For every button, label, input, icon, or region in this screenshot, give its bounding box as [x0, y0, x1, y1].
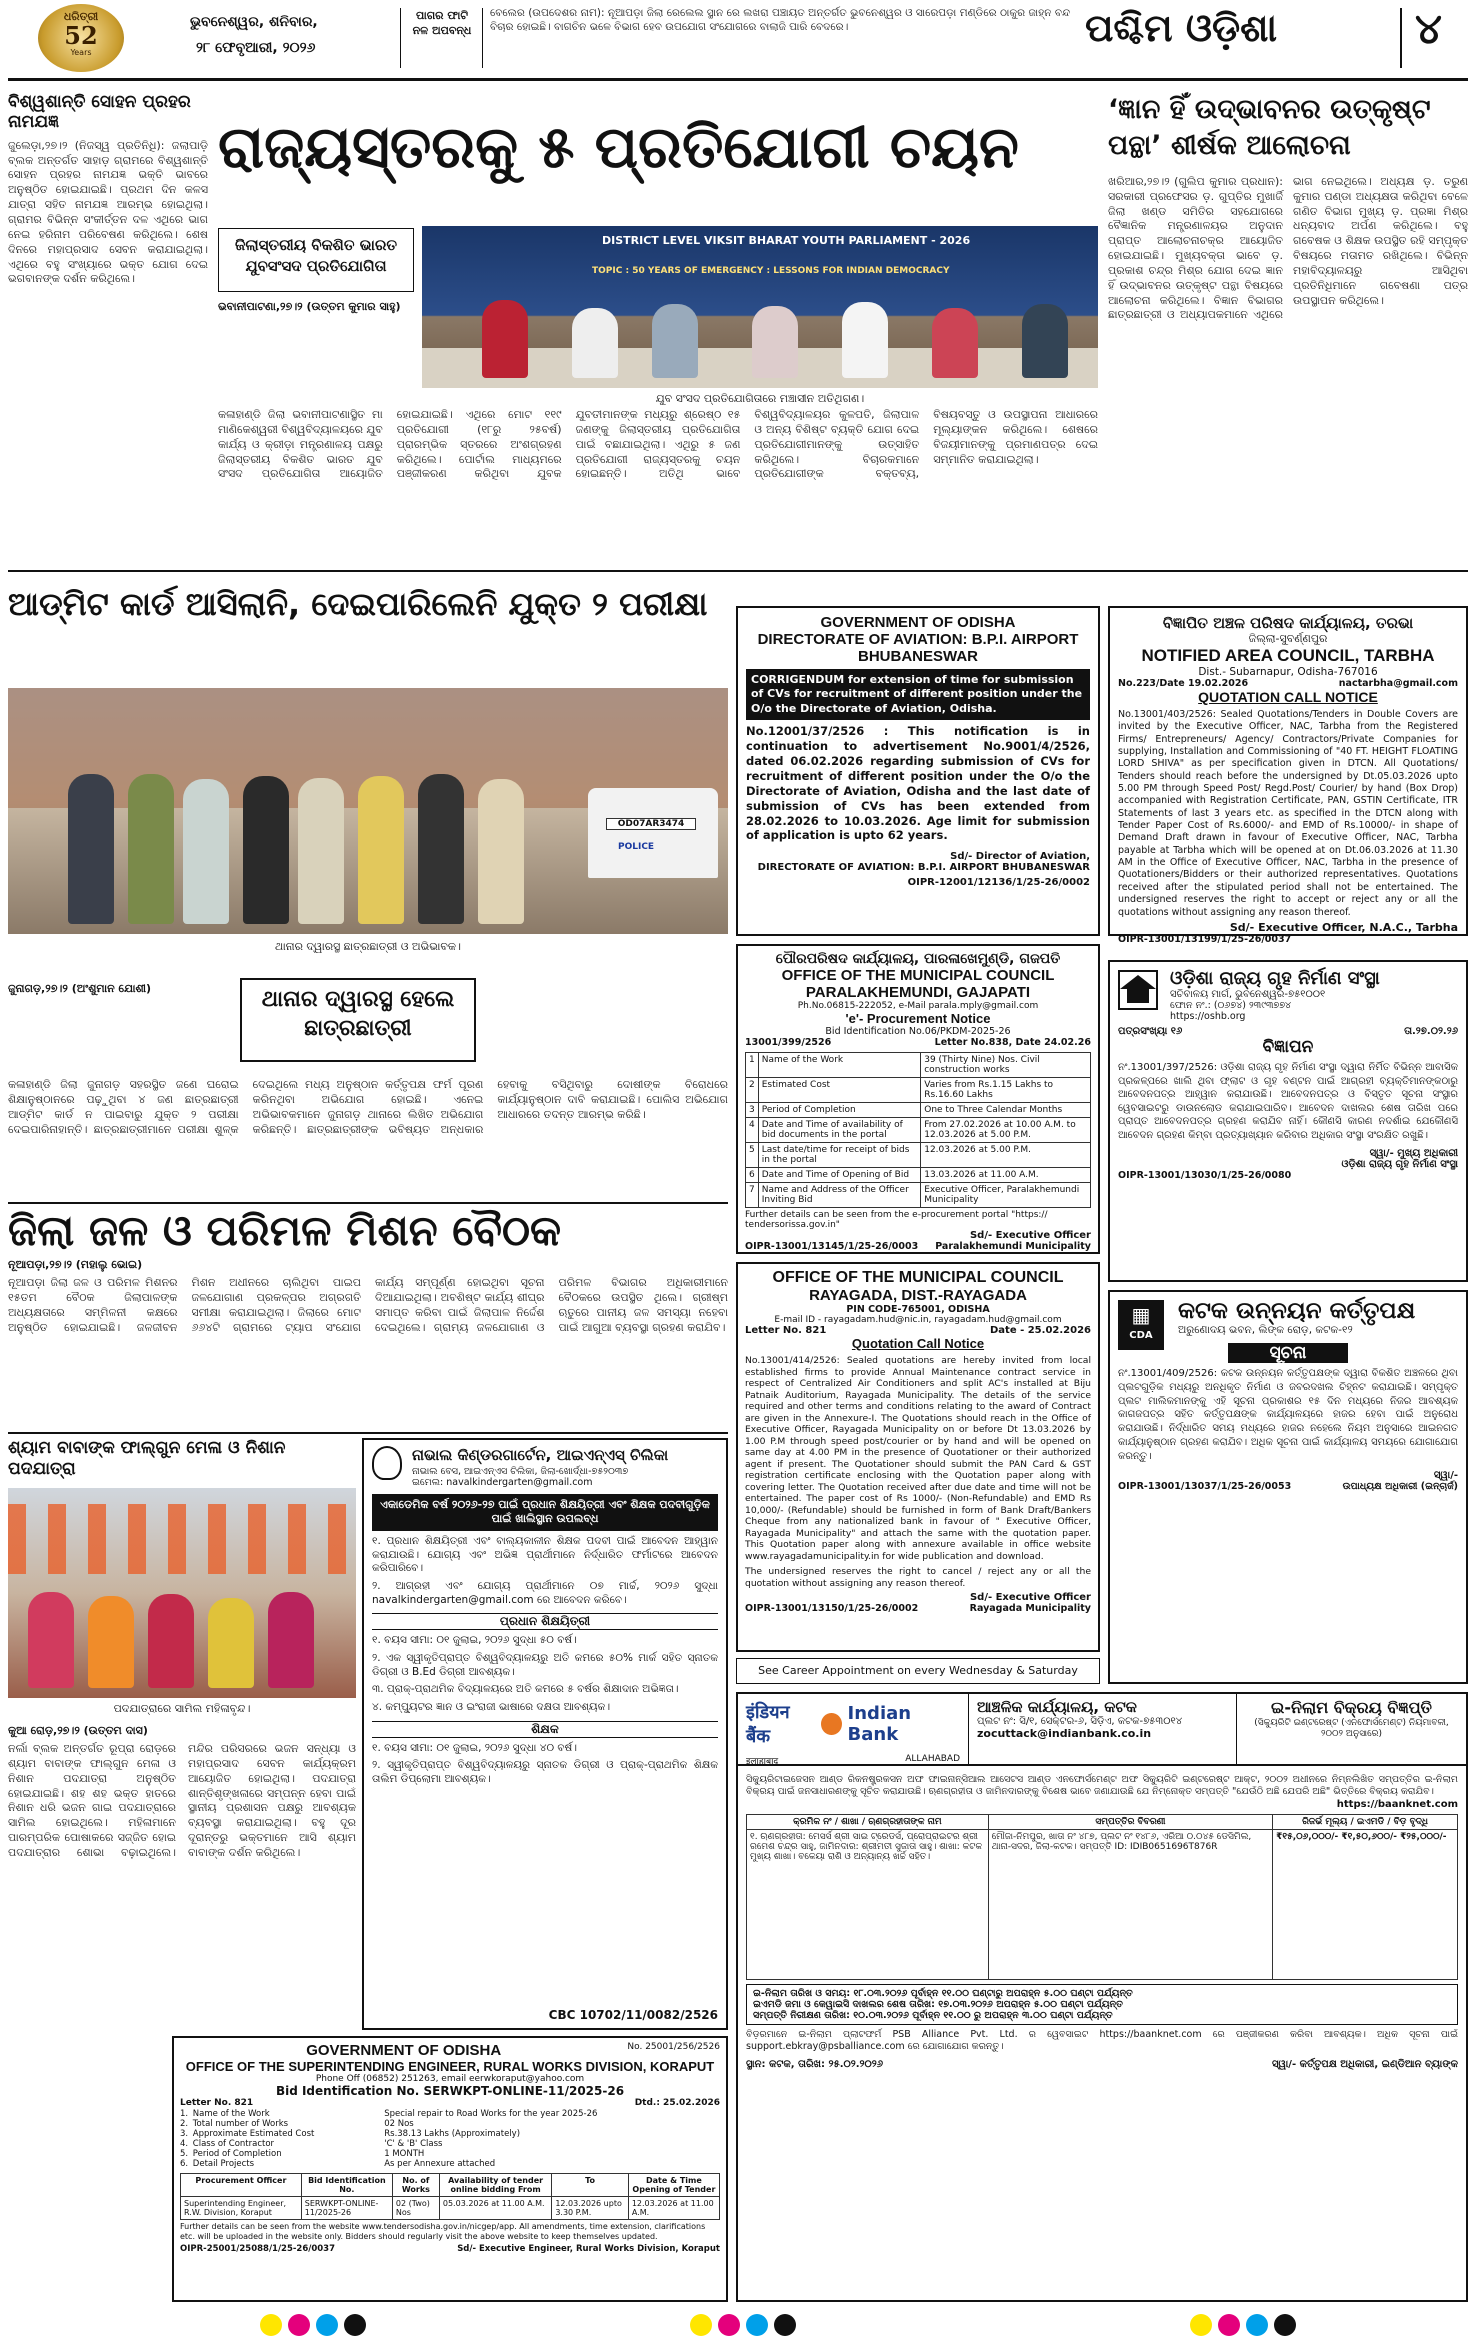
ad-email: nactarbha@gmail.com [1338, 678, 1458, 689]
housing-board-ad [1108, 960, 1468, 1282]
ad-date: Date - 25.02.2026 [990, 1325, 1091, 1336]
naval-kindergarten-ad [362, 1438, 728, 2030]
badge-years: Years [70, 48, 92, 57]
story-byline: ଜୁନାଗଡ଼,୨୭।୨ (ଅଂଶୁମାନ ଯୋଶୀ) [8, 982, 152, 995]
table-row: 7 Name and Address of the Officer Inviting Bid Executive Officer, Paralakhemundi Municipality [746, 1183, 1091, 1208]
event-banner-sub: TOPIC : 50 YEARS OF EMERGENCY : LESSONS FOR INDIAN DEMOCRACY [592, 266, 950, 276]
ad-body-2: The undersigned reserves the right to cancel / reject any or all the quotation without assigning any reason thereof. [745, 1566, 1091, 1589]
ad-title: OFFICE OF THE MUNICIPAL COUNCIL [781, 967, 1055, 984]
ad-body: ନଂ.13001/397/2526: ଓଡ଼ିଶା ରାଜ୍ୟ ଗୃହ ନିର୍ମାଣ ସଂସ୍ଥା ଦ୍ୱାରା ନିର୍ମିତ ବିଭିନ୍ନ ଆବାସିକ ପ୍ରକଳ୍ପରେ ଖାଲି ଥିବା ଫ୍ଲାଟ ଓ ଗୃହ ବଣ୍ଟନ ପାଇଁ ଆଗ୍ରହୀ ବ୍ୟକ୍ତିମାନଙ୍କଠାରୁ ଆବେଦନପତ୍ର ଆହ୍ୱାନ କରାଯାଉଛି। ଆବେଦନପତ୍ର ଓ ବିସ୍ତୃତ ସୂଚନା ସଂସ୍ଥାର ୱେବସାଇଟରୁ ଡାଉନଲୋଡ କରାଯାଇପାରିବ। ଆବେଦନ ଦାଖଲର ଶେଷ ତାରିଖ ପରେ ପ୍ରାପ୍ତ ଆବେଦନପତ୍ର ଗ୍ରହଣ କରାଯିବ ନାହିଁ। କୌଣସି କାରଣ ନଦର୍ଶାଇ ଯେକୌଣସି ଆବେଦନ ଗ୍ରହଣ କିମ୍ବା ପ୍ରତ୍ୟାଖ୍ୟାନ କରିବାର ଅଧିକାର ସଂସ୍ଥା ସଂରକ୍ଷିତ ରଖୁଛି। [1118, 1062, 1458, 1141]
badge-number: 52 [64, 21, 98, 50]
ad-date: ତା.୨୭.୦୨.୨୬ [1404, 1026, 1458, 1037]
bank-header [738, 1694, 1466, 1766]
ad-oipr: OIPR-25001/25088/1/25-26/0037 [180, 2244, 336, 2254]
admit-card-headline: ଆଡ୍‌ମିଟ କାର୍ଡ ଆସିଲାନି, ଦେଇପାରିଲେନି ଯୁକ୍ତ ୨ ପରୀକ୍ଷା [8, 585, 708, 623]
lead-headline: ରାଜ୍ୟସ୍ତରକୁ ୫ ପ୍ରତିଯୋଗୀ ଚୟନ [218, 113, 1019, 181]
story-body: କଳାହାଣ୍ଡି ଜିଲା ଭବାନୀପାଟଣାସ୍ଥିତ ମା ମାଣିକେଶ୍ୱରୀ ବିଶ୍ୱବିଦ୍ୟାଳୟରେ ଯୁବ କାର୍ଯ୍ୟ ଓ କ୍ରୀଡ଼ା ମନ୍ତ୍ରଣାଳୟ ପକ୍ଷରୁ ଜିଲାସ୍ତରୀୟ ବିକଶିତ ଭାରତ ଯୁବ ସଂସଦ ପ୍ରତିଯୋଗିତା ଆୟୋଜିତ ହୋଇଯାଇଛି। ଏଥିରେ ମୋଟ ୧୧୯ ପ୍ରତିଯୋଗୀ (୧୮ରୁ ୨୫ବର୍ଷ) ପ୍ରାରମ୍ଭିକ ସ୍ତରରେ ଅଂଶଗ୍ରହଣ କରିଥିଲେ। ପୋର୍ଟାଲ ମାଧ୍ୟମରେ ପଞ୍ଜୀକରଣ କରିଥିବା ଯୁବକ ଯୁବତୀମାନଙ୍କ ମଧ୍ୟରୁ ଶ୍ରେଷ୍ଠ ୧୫ ଜଣଙ୍କୁ ଜିଲାସ୍ତରୀୟ ପ୍ରତିଯୋଗିତା ପାଇଁ ବଛାଯାଇଥିଲା। ଏଥିରୁ ୫ ଜଣ ପ୍ରତିଯୋଗୀ ରାଜ୍ୟସ୍ତରକୁ ଚୟନ ହୋଇଛନ୍ତି। ଅତିଥି ଭାବେ ବିଶ୍ୱବିଦ୍ୟାଳୟର କୁଳପତି, ଜିଲାପାଳ ଓ ଅନ୍ୟ ବିଶିଷ୍ଟ ବ୍ୟକ୍ତି ଯୋଗ ଦେଇ ପ୍ରତିଯୋଗୀମାନଙ୍କୁ ଉତ୍ସାହିତ କରିଥିଲେ। ବିଚାରକମାନେ ପ୍ରତିଯୋଗୀଙ୍କ ବକ୍ତବ୍ୟ, ବିଷୟବସ୍ତୁ ଓ ଉପସ୍ଥାପନା ଆଧାରରେ ମୂଲ୍ୟାଙ୍କନ କରିଥିଲେ। ଶେଷରେ ବିଜୟୀମାନଙ୍କୁ ପ୍ରମାଣପତ୍ର ଦେଇ ସମ୍ମାନିତ କରାଯାଇଥିଲା। [218, 408, 1098, 481]
ad-sign: Sd/- Executive Engineer, Rural Works Division, Koraput [457, 2244, 720, 2254]
table-row: 5. Period of Completion 1 MONTH [180, 2149, 425, 2159]
table-row: 5 Last date/time for receipt of bids in the portal 12.03.2026 at 5.00 P.M. [746, 1143, 1091, 1168]
police-jeep [588, 788, 718, 878]
photo-caption: ପଦଯାତ୍ରାରେ ସାମିଲ ମହିଳାବୃନ୍ଦ। [113, 1702, 251, 1715]
ad-sign2: ଓଡ଼ିଶା ରାଜ୍ୟ ଗୃହ ନିର୍ମାଣ ସଂସ୍ଥା [1341, 1159, 1458, 1170]
cbc-code: CBC 10702/11/0082/2526 [548, 2008, 718, 2022]
career-note: See Career Appointment on every Wednesday & Saturday [736, 1658, 1100, 1684]
story-body: କଳାହାଣ୍ଡି ଜିଲା ଜୁନାଗଡ଼ ସହରସ୍ଥିତ ଜଣେ ଘରୋଇ ଶିକ୍ଷାନୁଷ୍ଠାନରେ ପଢ଼ୁଥିବା ୪ ଜଣ ଛାତ୍ରଛାତ୍ରୀ ଆଡ୍‌ମିଟ କାର୍ଡ ନ ପାଇବାରୁ ଯୁକ୍ତ ୨ ପରୀକ୍ଷା ଦେଇପାରିନାହାନ୍ତି। ଛାତ୍ରଛାତ୍ରୀମାନେ ପରୀକ୍ଷା ଶୁଳ୍କ ଦେଇଥିଲେ ମଧ୍ୟ ଅନୁଷ୍ଠାନ କର୍ତ୍ତୃପକ୍ଷ ଫର୍ମ ପୂରଣ କରିନଥିବା ଅଭିଯୋଗ ହୋଇଛି। ଏନେଇ ଅଭିଭାବକମାନେ ଜୁନାଗଡ଼ ଥାନାରେ ଲିଖିତ ଅଭିଯୋଗ କରିଛନ୍ତି। ଛାତ୍ରଛାତ୍ରୀଙ୍କ ଭବିଷ୍ୟତ ଅନ୍ଧକାର ହେବାକୁ ବସିଥିବାରୁ ଦୋଷୀଙ୍କ ବିରୋଧରେ କାର୍ଯ୍ୟାନୁଷ୍ଠାନ ଦାବି କରାଯାଇଛି। ପୋଲିସ ଅଭିଯୋଗ ଆଧାରରେ ତଦନ୍ତ ଆରମ୍ଭ କରିଛି। [8, 1078, 728, 1136]
register-cyan [316, 2314, 338, 2336]
ad-title-2: PARALAKHEMUNDI, GAJAPATI [805, 984, 1031, 1001]
ad-notice: 'e'- Procurement Notice [845, 1011, 991, 1026]
ad-title: କଟକ ଉନ୍ନୟନ କର୍ତ୍ତୃପକ୍ଷ [1178, 1298, 1416, 1324]
ad-title: NOTIFIED AREA COUNCIL, TARBHA [1141, 646, 1435, 665]
vacancy-banner: ଏକାଡେମିକ ବର୍ଷ ୨୦୨୬-୨୭ ପାଇଁ ପ୍ରଧାନ ଶିକ୍ଷୟିତ୍ରୀ ଏବଂ ଶିକ୍ଷକ ପଦବୀଗୁଡ଼ିକ ପାଇଁ ଖାଲିସ୍ଥାନ ଉପଲବ୍ଧ [372, 1494, 718, 1532]
allahabad-hi: इलाहाबाद [746, 1757, 779, 1767]
ad-pin: PIN CODE-765001, ODISHA [846, 1304, 990, 1315]
ad-sign2: Paralakhemundi Municipality [935, 1241, 1091, 1252]
procurement-table [745, 1052, 1091, 1208]
register-black [344, 2314, 366, 2336]
flag-row [8, 1504, 356, 1574]
table-row: 2. Total number of Works 02 Nos [180, 2119, 414, 2129]
story-headline: ‘ଜ୍ଞାନ ହିଁ ଉଦ୍ଭାବନର ଉତ୍କୃଷ୍ଟ ପନ୍ଥା’ ଶୀର୍ଷକ ଆଲୋଚନା [1108, 94, 1431, 162]
ad-apply: ୨. ଆଗ୍ରହୀ ଏବଂ ଯୋଗ୍ୟ ପ୍ରାର୍ଥୀମାନେ ୦୭ ମାର୍ଚ୍ଚ, ୨୦୨୬ ସୁଦ୍ଧା navalkindergarten@gmail.com ରେ ଆବେଦନ କରିବେ। [372, 1580, 718, 1606]
table-header: Procurement Officer Bid Identification No. No. of Works Availability of tender online bidding From To Date & Time Opening of Tender [181, 2174, 720, 2197]
ad-notice: ସୂଚନା [1228, 1343, 1348, 1363]
table-row: ୧. ଋଣଗ୍ରହୀତା: ମେସର୍ସ ଶ୍ରୀ ସାଇ ଟ୍ରେଡର୍ସ, ପ୍ରୋପ୍ରାଇଟର ଶ୍ରୀ ରମେଶ ଚନ୍ଦ୍ର ସାହୁ, ଜାମିନଦାର: ଶ୍ରୀମତୀ ସୁଜାତା ସାହୁ। ଶାଖା: କଟକ ମୁଖ୍ୟ ଶାଖା। ବକେୟା ରାଶି ଓ ଅନ୍ୟାନ୍ୟ ଖର୍ଚ୍ଚ ସହିତ। ମୌଜା-ନିମପୁର, ଖାତା ନଂ ୪୮୭, ପ୍ଲଟ ନଂ ୧୪୮୬, ଏରିଆ ୦.୦୪୫ ଡେସିମିଲ, ଥାନା-ସଦର, ଜିଲା-କଟକ। ସମ୍ପତ୍ତି ID: IDIB0651696T876R ₹୧୫,୦୬,୦୦୦/- ₹୧,୫୦,୬୦୦/- ₹୨୫,୦୦୦/- [747, 1829, 1458, 1979]
ad-sign1: ସ୍ୱା/- [1433, 1469, 1458, 1481]
headmistress-criteria: ୧. ବୟସ ସୀମା: ୦୧ ଜୁଲାଇ, ୨୦୨୬ ସୁଦ୍ଧା ୫୦ ବର୍ଷ। ୨. ଏକ ସ୍ୱୀକୃତିପ୍ରାପ୍ତ ବିଶ୍ୱବିଦ୍ୟାଳୟରୁ ଅତି କମରେ ୫୦% ମାର୍କ ସହିତ ସ୍ନାତକ ଡିଗ୍ରୀ ଓ B.Ed ଡିଗ୍ରୀ ଆବଶ୍ୟକ। ୩. ପ୍ରାକ୍-ପ୍ରାଥମିକ ବିଦ୍ୟାଳୟରେ ଅତି କମରେ ୫ ବର୍ଷର ଶିକ୍ଷାଦାନ ଅଭିଜ୍ଞତା। ୪. କମ୍ପ୍ୟୁଟର ଜ୍ଞାନ ଓ ଇଂରାଜୀ ଭାଷାରେ ଦକ୍ଷତା ଆବଶ୍ୟକ। [372, 1634, 718, 1713]
ad-phone: ଫୋନ ନଂ.: (୦୬୭୪) ୨୩୯୩୭୭୪ [1170, 1000, 1292, 1011]
register-yellow [260, 2314, 282, 2336]
ad-notice: ବିଜ୍ଞାପନ [1262, 1037, 1314, 1057]
aviation-ad [736, 606, 1100, 936]
police-label: POLICE [618, 842, 655, 852]
table-row: 1. Name of the Work Special repair to Road Works for the year 2025-26 [180, 2109, 598, 2119]
rwd-koraput-ad [172, 2036, 728, 2302]
ad-ref: No.223/Date 19.02.2026 [1118, 678, 1249, 689]
ad-sign1: Sd/- Director of Aviation, [950, 851, 1090, 863]
ad-date: Dtd.: 25.02.2026 [634, 2098, 720, 2108]
ad-body: No.12001/37/2526 : This notification is in continuation to advertisement No.9001/4/2526, dated 06.02.2026 regarding submission of CVs for recruitment of different position under the O/o the Directorate of Aviation, Odisha and the last date of submission of CVs has been extended from 28.02.2026 to 10.03.2026. Age limit for submission of application is upto 62 years. [746, 723, 1090, 843]
sub-headline-box: ଥାନାର ଦ୍ୱାରସ୍ଥ ହେଲେ ଛାତ୍ରଛାତ୍ରୀ [240, 978, 476, 1062]
anniversary-badge [38, 4, 124, 72]
procession-photo [8, 1488, 356, 1698]
section-head: ପ୍ରଧାନ ଶିକ୍ଷୟିତ୍ରୀ [372, 1613, 718, 1630]
property-table [746, 1814, 1458, 1980]
auction-terms: ବିଡ଼ରମାନେ ଇ-ନିଲାମ ପ୍ଲାଟଫର୍ମ PSB Alliance Pvt. Ltd. ର ୱେବସାଇଟ https://baanknet.com ରେ ପଞ୍ଜୀକରଣ କରିବା ଆବଶ୍ୟକ। ଅଧିକ ସୂଚନା ପାଇଁ support.ebkray@psballiance.com ରେ ଯୋଗାଯୋଗ କରନ୍ତୁ। [746, 2028, 1458, 2053]
auction-sign: ସ୍ୱା/- କର୍ତ୍ତୃପକ୍ଷ ଅଧିକାରୀ, ଇଣ୍ଡିଆନ ବ୍ୟାଙ୍କ [1271, 2059, 1458, 2071]
ad-sign2: DIRECTORATE OF AVIATION: B.P.I. AIRPORT BHUBANESWAR [757, 862, 1090, 874]
ad-oipr: OIPR-13001/13145/1/25-26/0003 [745, 1241, 919, 1252]
auction-intro: ସିକ୍ୟୁରିଟାଇଜେସନ ଆଣ୍ଡ ରିକନଷ୍ଟ୍ରକସନ ଅଫ ଫାଇନାନ୍ସିଆଲ ଆସେଟସ ଆଣ୍ଡ ଏନଫୋର୍ସମେଣ୍ଟ ଅଫ ସିକ୍ୟୁରିଟି ଇଣ୍ଟରେଷ୍ଟ ଆକ୍ଟ, ୨୦୦୨ ଅଧୀନରେ ନିମ୍ନଲିଖିତ ସମ୍ପତ୍ତିର ଇ-ନିଲାମ ବିକ୍ରୟ ପାଇଁ ଜନସାଧାରଣଙ୍କୁ ସୂଚିତ କରାଯାଉଛି। ଋଣଗ୍ରହୀତା ଓ ଜାମିନଦାରଙ୍କୁ ବିଶେଷ ଭାବେ ଜଣାଯାଉଛି ଯେ ନିମ୍ନୋକ୍ତ ସମ୍ପତ୍ତି "ଯେଉଁଠି ଅଛି ଯେପରି ଅଛି" ଭିତ୍ତିରେ ବିକ୍ରୟ କରାଯିବ। [746, 1774, 1458, 1798]
table-header: କ୍ରମିକ ନଂ / ଶାଖା / ଋଣଗ୍ରହୀତାଙ୍କ ନାମ ସମ୍ପତ୍ତିର ବିବରଣୀ ରିଜର୍ଭ ମୂଲ୍ୟ / ଇଏମଡି / ବିଡ଼ ବୃଦ୍ଧି [747, 1814, 1458, 1829]
ad-city: BHUBANESWAR [858, 648, 978, 665]
ad-oipr: OIPR-13001/13037/1/25-26/0053 [1118, 1480, 1292, 1492]
ad-footer: Further details can be seen from the website www.tendersodisha.gov.in/nicgep/app. All amendments, time extension, clarifications etc. will be uploaded in the website only. Bidders should regularly visit the above website to keep themselves updated. [180, 2222, 706, 2241]
ad-ref: 13001/399/2526 [745, 1037, 832, 1048]
badge-top: ଧରିତ୍ରୀ [63, 10, 99, 23]
ad-contact: Phone Off (06852) 251263, email eerwkoraput@yahoo.com [315, 2074, 585, 2084]
story-byline: ନୂଆପଡ଼ା,୨୭।୨ (ମହାଲୁ ଭୋଇ) [8, 1258, 143, 1271]
ad-letter: Letter No. 821 [745, 1325, 827, 1336]
rayagada-ad [736, 1262, 1100, 1652]
ad-title: ନାଭାଲ କିଣ୍ଡରଗାର୍ଟେନ, ଆଇଏନ୍‌ଏସ୍ ଚିଲିକା [412, 1446, 669, 1464]
story-body: ନର୍ଲା ବ୍ଲକ ଅନ୍ତର୍ଗତ ରୂପ୍ରା ରୋଡ଼ରେ ଶ୍ୟାମ ବାବାଙ୍କ ଫାଲ୍‌ଗୁନ ମେଳା ଓ ନିଶାନ ପଦଯାତ୍ରା ଅନୁଷ୍ଠିତ ହୋଇଯାଇଛି। ଶହ ଶହ ଭକ୍ତ ହାତରେ ନିଶାନ ଧରି ଭଜନ ଗାଇ ପଦଯାତ୍ରାରେ ସାମିଲ ହୋଇଥିଲେ। ମହିଳାମାନେ ପାରମ୍ପରିକ ପୋଷାକରେ ସଜ୍ଜିତ ହୋଇ ପଦଯାତ୍ରାର ଶୋଭା ବଢ଼ାଇଥିଲେ। ମନ୍ଦିର ପରିସରରେ ଭଜନ ସନ୍ଧ୍ୟା ଓ ମହାପ୍ରସାଦ ସେବନ କାର୍ଯ୍ୟକ୍ରମ ଆୟୋଜିତ ହୋଇଥିଲା। ପଦଯାତ୍ରା ଶାନ୍ତିଶୃଙ୍ଖଳାରେ ସମ୍ପନ୍ନ ହେବା ପାଇଁ ସ୍ଥାନୀୟ ପ୍ରଶାସନ ପକ୍ଷରୁ ଆବଶ୍ୟକ ବ୍ୟବସ୍ଥା କରାଯାଇଥିଲା। ବହୁ ଦୂର ଦୂରାନ୍ତରୁ ଭକ୍ତମାନେ ଆସି ଶ୍ୟାମ ବାବାଙ୍କ ଦର୍ଶନ କରିଥିଲେ। [8, 1742, 356, 1859]
ad-sign2: Rayagada Municipality [969, 1602, 1091, 1614]
ad-notice: Quotation Call Notice [851, 1336, 985, 1351]
story-body: ନୂଆପଡ଼ା ଜିଲା ଜଳ ଓ ପରିମଳ ମିଶନର ୧୫ତମ ବୈଠକ ଜିଲାପାଳଙ୍କ ଅଧ୍ୟକ୍ଷତାରେ ସମ୍ମିଳନୀ କକ୍ଷରେ ଅନୁଷ୍ଠିତ ହୋଇଯାଇଛି। ଜଳଜୀବନ ମିଶନ ଅଧୀନରେ ଚାଲିଥିବା ପାଇପ ଜଳଯୋଗାଣ ପ୍ରକଳ୍ପର ଅଗ୍ରଗତି ସମୀକ୍ଷା କରାଯାଇଥିଲା। ଜିଲାରେ ମୋଟ ୬୬୪ଟି ଗ୍ରାମରେ ଟ୍ୟାପ ସଂଯୋଗ କାର୍ଯ୍ୟ ସମ୍ପୂର୍ଣ୍ଣ ହୋଇଥିବା ସୂଚନା ଦିଆଯାଇଥିଲା। ଅବଶିଷ୍ଟ କାର୍ଯ୍ୟ ଶୀଘ୍ର ସମାପ୍ତ କରିବା ପାଇଁ ଜିଲାପାଳ ନିର୍ଦ୍ଦେଶ ଦେଇଥିଲେ। ଗ୍ରାମ୍ୟ ଜଳଯୋଗାଣ ଓ ପରିମଳ ବିଭାଗର ଅଧିକାରୀମାନେ ବୈଠକରେ ଉପସ୍ଥିତ ଥିଲେ। ଗ୍ରୀଷ୍ମ ଋତୁରେ ପାନୀୟ ଜଳ ସମସ୍ୟା ନହେବା ପାଇଁ ଆଗୁଆ ବ୍ୟବସ୍ଥା ଗ୍ରହଣ କରାଯିବ। [8, 1276, 728, 1334]
ad-sign1: ସ୍ୱା/- ମୁଖ୍ୟ ଅଧିକାରୀ [1369, 1148, 1458, 1159]
table-row: Superintending Engineer, R.W. Division, Koraput SERWKPT-ONLINE-11/2025-26 02 (Two) Nos 05.03.2026 at 11.00 A.M. 12.03.2026 upto 3.30 P.M. 12.03.2026 at 11.00 A.M. [181, 2197, 720, 2220]
weather-label: ପାଗର ଫାଟି ନଳ ଅପବନ୍ଧ [412, 9, 472, 38]
table-row: 4 Date and Time of availability of bid documents in the portal From 27.02.2026 at 10.00 A.M. to 12.03.2026 at 5.00 P.M. [746, 1118, 1091, 1143]
top-notice: ବେଲେର (ଉପଦେଶର ନାମ): ନୂଆପଡ଼ା ଜିଲା ରେଲେଲ ସ୍ଥାନ ରେ ଲଖରା ପଞ୍ଚାୟତ ଅନ୍ତର୍ଗତ ଭୁବନେଶ୍ୱର ଓ ସାରେପଡ଼ା ମଣ୍ଡିରେ ଠାକୁର ଜାହ୍ନ ବନ୍ଦ ବିଚାର ହୋଇଛି। ବାଗଚିନ ଭଳେ ବିଭାଗ ହେବ ଉପଯୋଗ ସଂଯୋଗରେ ବାଲାଜି ପାରି ବେଦରେ। [490, 7, 1070, 34]
page-number: ୪ [1415, 4, 1442, 53]
cda-logo: ▦ CDA [1118, 1300, 1164, 1350]
bank-email: zocuttack@indianbank.co.in [977, 1727, 1152, 1740]
issue-date: ୨୮ ଫେବୃଆରୀ, ୨୦୨୬ [196, 40, 316, 56]
ad-sign2: ଉପାଧ୍ୟକ୍ଷ ଅଧିକାରୀ (ଇନ୍‌ଚାର୍ଜ) [1342, 1480, 1458, 1492]
ad-title: ଓଡ଼ିଶା ରାଜ୍ୟ ଗୃହ ନିର୍ମାଣ ସଂସ୍ଥା [1170, 968, 1380, 989]
table-row: 3 Period of Completion One to Three Calendar Months [746, 1103, 1091, 1118]
ad-contact: Ph.No.06815-222052, e-Mail parala.mply@gmail.com [797, 1001, 1039, 1011]
ad-sub: ଅରୁଣୋଦୟ ଭବନ, ଲିଙ୍କ ରୋଡ଼, କଟକ-୧୨ [1178, 1324, 1353, 1336]
cda-ad [1108, 1290, 1468, 1684]
water-mission-headline: ଜିଲା ଜଳ ଓ ପରିମଳ ମିଶନ ବୈଠକ [8, 1206, 562, 1255]
table-row: 1 Name of the Work 39 (Thirty Nine) Nos. Civil construction works [746, 1053, 1091, 1078]
bank-logo [738, 1694, 968, 1767]
story-seminar [1108, 92, 1468, 564]
ad-email: ଇମେଲ: navalkindergarten@gmail.com [412, 1476, 593, 1488]
ad-directorate: DIRECTORATE OF AVIATION: B.P.I. AIRPORT [757, 631, 1079, 648]
register-magenta [288, 2314, 310, 2336]
story-namjagya [8, 92, 208, 564]
ad-notice: QUOTATION CALL NOTICE [1198, 689, 1378, 705]
story-body: ଜୁଲେଡ଼ା,୨୭।୨ (ନିଜସ୍ୱ ପ୍ରତିନିଧି): ଜଲାପାଡ଼ି ବ୍ଲକ ଅନ୍ତର୍ଗତ ସାହାଡ଼ ଗ୍ରାମରେ ବିଶ୍ୱଶାନ୍ତି ସୋହନ ପ୍ରହର ନାମଯଜ୍ଞ ଭକ୍ତି ଭାବରେ ଅନୁଷ୍ଠିତ ହୋଇଯାଇଛି। ପ୍ରଥମ ଦିନ କଳସ ଯାତ୍ରା ସହିତ ନାମଯଜ୍ଞ ଆରମ୍ଭ ହୋଇଥିଲା। ଗ୍ରାମର ବିଭିନ୍ନ ସଂକୀର୍ତ୍ତନ ଦଳ ଏଥିରେ ଭାଗ ନେଇ ହରିନାମ ପରିବେଷଣ କରିଥିଲେ। ଶେଷ ଦିନରେ ମହାପ୍ରସାଦ ସେବନ କରାଯାଇଥିଲା। ଏଥିରେ ବହୁ ସଂଖ୍ୟାରେ ଭକ୍ତ ଯୋଗ ଦେଇ ଭଗବାନଙ୍କ ଦର୍ଶନ କରିଥିଲେ। [8, 138, 208, 286]
teacher-criteria: ୧. ବୟସ ସୀମା: ୦୧ ଜୁଲାଇ, ୨୦୨୬ ସୁଦ୍ଧା ୪୦ ବର୍ଷ। ୨. ସ୍ୱୀକୃତିପ୍ରାପ୍ତ ବିଶ୍ୱବିଦ୍ୟାଳୟରୁ ସ୍ନାତକ ଡିଗ୍ରୀ ଓ ପ୍ରାକ୍-ପ୍ରାଥମିକ ଶିକ୍ଷକ ତାଲିମ ଡିପ୍ଲୋମା ଆବଶ୍ୟକ। [372, 1741, 718, 1785]
bank-brand-hi: इंडियन बैंक [746, 1702, 790, 1747]
ad-no: No. 25001/256/2526 [627, 2042, 720, 2052]
ad-intro: ୧. ପ୍ରଧାନ ଶିକ୍ଷୟିତ୍ରୀ ଏବଂ ବାଲ୍ୟକାଳୀନ ଶିକ୍ଷକ ପଦବୀ ପାଇଁ ଆବେଦନ ଆହ୍ୱାନ କରାଯାଉଛି। ଯୋଗ୍ୟ ଏବଂ ଅଭିଜ୍ଞ ପ୍ରାର୍ଥୀମାନେ ନିର୍ଦ୍ଧାରିତ ଫର୍ମାଟରେ ଆବେଦନ କରିପାରିବେ। [372, 1535, 718, 1575]
ad-title-2: RAYAGADA, DIST.-RAYAGADA [809, 1287, 1027, 1304]
ad-oipr: OIPR-13001/13199/1/25-26/0037 [1118, 933, 1292, 945]
housing-logo-icon [1118, 970, 1158, 1010]
ad-address: Dist.- Subarnapur, Odisha-767016 [1198, 666, 1378, 678]
ad-oipr: OIPR-13001/13150/1/25-26/0002 [745, 1602, 919, 1614]
ad-office: OFFICE OF THE SUPERINTENDING ENGINEER, RURAL WORKS DIVISION, KORAPUT [185, 2059, 715, 2074]
ad-title: OFFICE OF THE MUNICIPAL COUNCIL [772, 1269, 1064, 1286]
photo-caption: ଥାନାର ଦ୍ୱାରସ୍ଥ ଛାତ୍ରଛାତ୍ରୀ ଓ ଅଭିଭାବକ। [274, 940, 461, 953]
table-row: 3. Approximate Estimated Cost Rs.38.13 Lakhs (Approximately) [180, 2129, 521, 2139]
ad-letter: Letter No. 821 [180, 2098, 254, 2108]
bank-brand-en: Indian Bank [847, 1703, 912, 1745]
tarbha-nac-ad [1108, 606, 1468, 945]
section-head: ଶିକ୍ଷକ [372, 1721, 718, 1738]
ad-oipr: OIPR-13001/13030/1/25-26/0080 [1118, 1170, 1292, 1181]
ad-email: E-mail ID - rayagadam.hud@nic.in, rayagadam.hud@gmail.com [774, 1315, 1062, 1325]
ad-odia-title: ବିଜ୍ଞାପିତ ଅଞ୍ଚଳ ପରିଷଦ କାର୍ଯ୍ୟାଳୟ, ତରଭା [1162, 614, 1414, 632]
print-register-marks [0, 2312, 1476, 2339]
ad-sign1: Sd/- Executive Officer [969, 1230, 1091, 1241]
ad-govt: GOVERNMENT OF ODISHA [306, 2042, 502, 2059]
ad-footer: Further details can be seen from the e-procurement portal "https:// tendersorissa.gov.in" [745, 1210, 1048, 1230]
rwd-bid-table [180, 2173, 720, 2220]
paralakhemundi-ad [736, 944, 1100, 1254]
bank-office: ଆଞ୍ଚଳିକ କାର୍ଯ୍ୟାଳୟ, କଟକ [977, 1698, 1137, 1716]
ad-sub: ନାଭାଲ ବେସ, ଆଇଏନ୍‌ଏସ ଚିଲିକା, ଜିଲା-ଖୋର୍ଦ୍ଧା-୭୫୨୦୩୭ [412, 1465, 629, 1477]
event-banner-text: DISTRICT LEVEL VIKSIT BHARAT YOUTH PARLIAMENT - 2026 [602, 234, 971, 247]
bank-icon [821, 1713, 842, 1735]
ad-sign: Sd/- Executive Officer, N.A.C., Tarbha [1229, 920, 1458, 934]
auction-title: ଇ-ନିଲାମ ବିକ୍ରୟ ବିଜ୍ଞପ୍ତି [1271, 1698, 1432, 1717]
auction-portal: https://baanknet.com [1336, 1798, 1458, 1810]
ad-bid: Bid Identification No. SERWKPT-ONLINE-11/2025-26 [275, 2084, 625, 2098]
corrigendum-bar: CORRIGENDUM for extension of time for submission of CVs for recruitment of different position under the O/o the Directorate of Aviation, Odisha. [746, 669, 1090, 720]
allahabad-en: ALLAHABAD [905, 1754, 960, 1764]
shyam-baba-headline: ଶ୍ୟାମ ବାବାଙ୍କ ଫାଲ୍‌ଗୁନ ମେଳା ଓ ନିଶାନ ପଦଯାତ୍ରା [8, 1438, 286, 1480]
ad-web: https://oshb.org [1170, 1011, 1246, 1022]
table-row: 6 Date and Time of Opening of Bid 13.03.2026 at 11.00 A.M. [746, 1168, 1091, 1183]
table-row: 4. Class of Contractor 'C' & 'B' Class [180, 2139, 443, 2149]
ad-body: No.13001/403/2526: Sealed Quotations/Tenders in Double Covers are invited by the Executive Officer, NAC, Tarbha from the Registered Firms/ Entrepreneurs/ Agency/ Contractors/Private Companies for supplying, Installation and Commissioning of "40 FT. HEIGHT FLOATING LORD SHIVA" as per specification given in DTCN. All Quotations/ Tenders should reach before the undersigned by Dt.05.03.2026 upto 5.00 PM through Speed Post/ Regd.Post/ Courier/ by hand (Box Drop) accompanied with Registration Certificate, PAN, GSTIN Certificate, ITR Statements of last 3 years etc. as specified in the DTCN along with Tender Paper Cost of Rs.6000/- and EMD of Rs.10000/- in shape of Demand Draft drawn in favour of Executive Officer, NAC, Tarbha payable at Tarbha which will be opened at on Dt.06.03.2026 at 11.30 AM in the Office of Executive Officer, NAC, Tarbha in the presence of Quotationers/Bidders or their authorized representatives. Quotations received after the stipulated period shall not be entertained. The undersigned reserves the right to accept or reject any or all the quotations without assigning any reason thereof. [1118, 709, 1458, 918]
number-plate: OD07AR3474 [606, 818, 696, 830]
story-byline: ଭବାନୀପାଟଣା,୨୭।୨ (ଉତ୍ତମ କୁମାର ସାହୁ) [218, 300, 401, 313]
indian-bank-auction-ad [736, 1692, 1468, 2302]
story-body: ଖରିଆର,୨୭।୨ (ଗୁଲିପ କୁମାର ପ୍ରଧାନ): ସରକାରୀ ପ୍ରଫେସର ଡ଼. ଗୁପ୍ତିର ମୁଖାର୍ଜି ଜିଲା ଖଣ୍ଡ ସମିତିର ସହଯୋଗରେ ବୈଜ୍ଞାନିକ ମନ୍ତ୍ରଣାଳୟର ଅନୁଦାନ ପ୍ରାପ୍ତ ଆଲୋଚନାଚକ୍ର ଆୟୋଜିତ ହୋଇଯାଇଛି। ମୁଖ୍ୟବକ୍ତା ଭାବେ ଡ଼. ପ୍ରକାଶ ଚନ୍ଦ୍ର ମିଶ୍ର ଯୋଗ ଦେଇ ଜ୍ଞାନ ହିଁ ଉଦ୍ଭାବନର ଉତ୍କୃଷ୍ଟ ପନ୍ଥା ବିଷୟରେ ଆଲୋଚନା କରିଥିଲେ। ବିଜ୍ଞାନ ବିଭାଗର ଛାତ୍ରଛାତ୍ରୀ ଓ ଅଧ୍ୟାପକମାନେ ଏଥିରେ ଭାଗ ନେଇଥିଲେ। ଅଧ୍ୟକ୍ଷ ଡ଼. ତରୁଣ କୁମାର ପଣ୍ଡା ଅଧ୍ୟକ୍ଷତା କରିଥିବା ବେଳେ ଗଣିତ ବିଭାଗ ମୁଖ୍ୟ ଡ଼. ପ୍ରଜ୍ଞା ମିଶ୍ର ଧନ୍ୟବାଦ ଅର୍ପଣ କରିଥିଲେ। ବହୁ ଗବେଷକ ଓ ଶିକ୍ଷକ ଉପସ୍ଥିତ ରହି ସମ୍ପୃକ୍ତ ବିଷୟରେ ମତାମତ ରଖିଥିଲେ। ବିଭିନ୍ନ ମହାବିଦ୍ୟାଳୟରୁ ଆସିଥିବା ପ୍ରତିନିଧିମାନେ ଗବେଷଣା ପତ୍ର ଉପସ୍ଥାପନ କରିଥିଲେ। [1108, 174, 1468, 322]
ad-bid: Bid Identification No.06/PKDM-2025-26 [825, 1026, 1011, 1037]
table-row: 6. Detail Projects As per Annexure attached [180, 2159, 496, 2169]
ad-sub: ସଚିବାଳୟ ମାର୍ଗ, ଭୁବନେଶ୍ୱର-୭୫୧୦୦୧ [1170, 989, 1326, 1000]
photo-caption: ଯୁବ ସଂସଦ ପ୍ରତିଯୋଗିତାରେ ମଞ୍ଚାସୀନ ଅତିଥିଗଣ। [655, 392, 865, 405]
auction-schedule: ଇ-ନିଲାମ ତାରିଖ ଓ ସମୟ: ୧୮.୦୩.୨୦୨୬ ପୂର୍ବାହ୍ନ ୧୧.୦୦ ଘଣ୍ଟାରୁ ଅପରାହ୍ନ ୫.୦୦ ଘଣ୍ଟା ପର୍ଯ୍ୟନ୍ତ ଇଏମଡି ଜମା ଓ କେୱାଇସି ଦାଖଲର ଶେଷ ତାରିଖ: ୧୭.୦୩.୨୦୨୬ ଅପରାହ୍ନ ୫.୦୦ ଘଣ୍ଟା ପର୍ଯ୍ୟନ୍ତ ସମ୍ପତ୍ତି ନିରୀକ୍ଷଣ ତାରିଖ: ୧୦.୦୩.୨୦୨୬ ପୂର୍ବାହ୍ନ ୧୧.୦୦ ରୁ ଅପରାହ୍ନ ୩.୦୦ ଘଣ୍ଟା ପର୍ଯ୍ୟନ୍ତ [746, 1984, 1458, 2025]
label-box: ଜିଲାସ୍ତରୀୟ ବିକଶିତ ଭାରତ ଯୁବସଂସଦ ପ୍ରତିଯୋଗିତା [218, 228, 414, 292]
rwd-detail-table [180, 2109, 720, 2169]
ad-govt: GOVERNMENT OF ODISHA [820, 614, 1016, 631]
ad-body: No.13001/414/2526: Sealed quotations are hereby invited from local established firms to provide Annual Maintenance contract service in respect of Centralized Air Conditioners and split AC's installed at Biju Patnaik Auditorium, Rayagada Municipality. The details of the service required and other terms and conditions relating to the award of Contract are given in the Annexure-I. The Quotations should reach in the Office of Executive Officer, Rayagada Municipality on or before Dt 13.03.2026 by 1.00 P.M through speed post/courier or by hand and will be opened on same day at 4.00 PM in the presence of Quotationer or their authorized agent if present. The Quotationer should submit the PAN Card & GST registration certificate enclosing with the Quotation paper along with covering letter. The Quotation received after due date and time will not be entertained. The paper cost of Rs 1000/- (Non-Refundable) and EMD Rs 10,000/- (Refundable) should be furnished in form of Bank Draft/Bankers Cheque from any nationalized bank in favour of " Executive Officer, Rayagada Municipality" and attach the same with the quotation paper. This Quotation paper along with annexure available in office website www.rayagadamunicipality.in for wide publication and download. [745, 1355, 1091, 1562]
dateline: ଭୁବନେଶ୍ୱର, ଶନିବାର, [190, 14, 318, 30]
ad-ref: ପତ୍ରସଂଖ୍ୟା ୧୬ [1118, 1026, 1183, 1037]
masthead [0, 0, 1476, 76]
story-byline: କୁଆ ରୋଡ଼,୨୭।୨ (ଉତ୍ତମ ଦାସ) [8, 1724, 148, 1737]
auction-place: ସ୍ଥାନ: କଟକ, ତାରିଖ: ୨୫.୦୨.୨୦୨୬ [746, 2059, 884, 2071]
section-title: ପଶ୍ଚିମ ଓଡ଼ିଶା [1085, 6, 1278, 50]
ad-dist-odia: ଜିଲ୍ଲା-ସୁବର୍ଣ୍ଣପୁର [1248, 632, 1328, 645]
table-row: 2 Estimated Cost Varies from Rs.1.15 Lakhs to Rs.16.60 Lakhs [746, 1078, 1091, 1103]
ad-letter: Letter No.838, Date 24.02.26 [934, 1037, 1091, 1048]
ad-sign1: Sd/- Executive Officer [969, 1591, 1091, 1603]
story-title: ବିଶ୍ୱଶାନ୍ତି ସୋହନ ପ୍ରହର ନାମଯଜ୍ଞ [8, 92, 191, 133]
auction-sub: (ସିକ୍ୟୁରିଟି ଇଣ୍ଟରେଷ୍ଟ (ଏନଫୋର୍ସମେଣ୍ଟ) ନିୟମାବଳୀ, ୨୦୦୨ ଅନୁସାରେ) [1254, 1718, 1449, 1740]
ad-odia-title: ପୌରପରିଷଦ କାର୍ଯ୍ୟାଳୟ, ପାରଳାଖେମୁଣ୍ଡି, ଗଜପତି [775, 951, 1061, 967]
bank-address: ପ୍ଲଟ ନଂ: ସି/୧, ସେକ୍ଟର-୬, ସିଡ଼ିଏ, କଟକ-୭୫୩୦୧୪ [977, 1716, 1183, 1727]
ad-oipr: OIPR-12001/12136/1/25-26/0002 [907, 877, 1090, 889]
ad-body: ନଂ.13001/409/2526: କଟକ ଉନ୍ନୟନ କର୍ତ୍ତୃପକ୍ଷଙ୍କ ଦ୍ୱାରା ବିକଶିତ ଅଞ୍ଚଳରେ ଥିବା ପ୍ଲଟଗୁଡ଼ିକ ମଧ୍ୟରୁ ଅନଧିକୃତ ନିର୍ମାଣ ଓ ଜବରଦଖଲ ଚିହ୍ନଟ କରାଯାଇଛି। ସମ୍ପୃକ୍ତ ପ୍ଲଟ ମାଲିକମାନଙ୍କୁ ଏହି ସୂଚନା ପ୍ରକାଶର ୧୫ ଦିନ ମଧ୍ୟରେ ନିଜର ଆବଶ୍ୟକ କାଗଜପତ୍ର ସହିତ କର୍ତ୍ତୃପକ୍ଷଙ୍କ କାର୍ଯ୍ୟାଳୟରେ ହାଜର ହେବା ପାଇଁ ଅନୁରୋଧ କରାଯାଉଛି। ନିର୍ଦ୍ଧାରିତ ସମୟ ମଧ୍ୟରେ ହାଜର ନହେଲେ ନିୟମ ଅନୁସାରେ ଆଇନଗତ କାର୍ଯ୍ୟାନୁଷ୍ଠାନ ଗ୍ରହଣ କରାଯିବ। ଅଧିକ ସୂଚନା ପାଇଁ କାର୍ଯ୍ୟାଳୟ ସମୟରେ ଯୋଗାଯୋଗ କରନ୍ତୁ। [1118, 1368, 1458, 1462]
students-police-station-photo [8, 688, 728, 934]
navy-crest-icon [372, 1446, 402, 1480]
